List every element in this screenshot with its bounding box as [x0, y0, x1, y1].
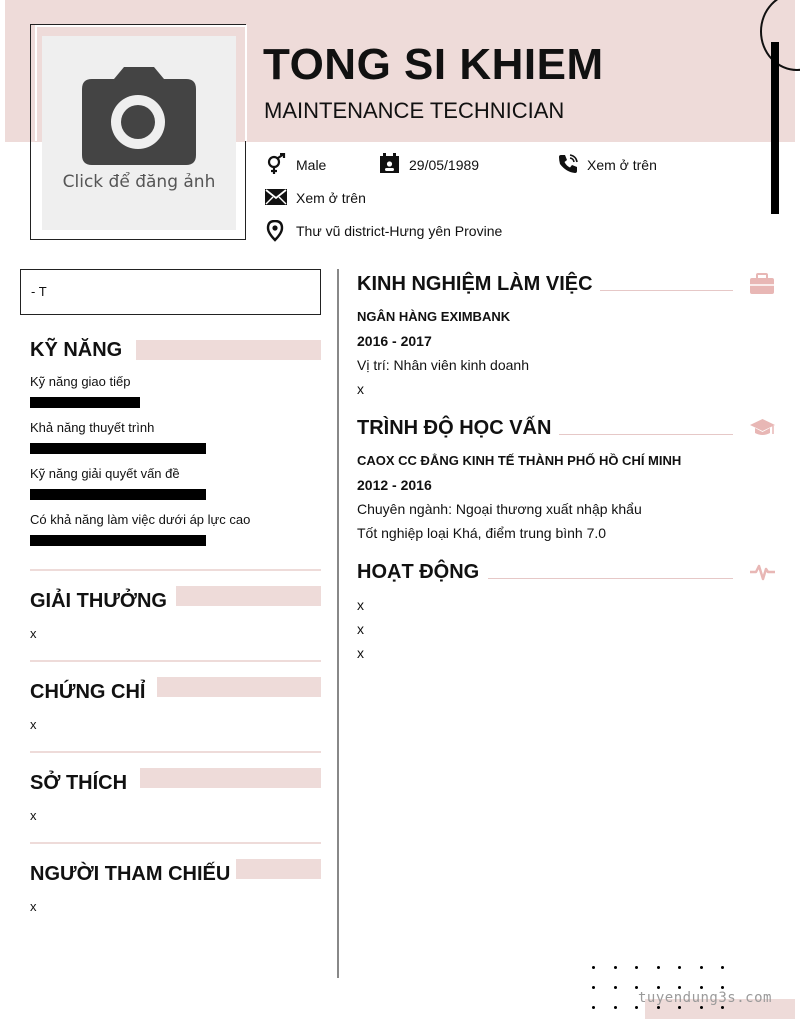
education-grade: Tốt nghiệp loại Khá, điểm trung bình 7.0	[357, 525, 607, 541]
experience-title: KINH NGHIỆM LÀM VIỆC	[357, 273, 593, 295]
decor-dot	[721, 1006, 724, 1009]
references-content: x	[30, 899, 37, 914]
skills-title-bar	[136, 340, 321, 360]
awards-title-bar	[176, 586, 321, 606]
awards-title: GIẢI THƯỞNG	[30, 590, 167, 612]
camera-icon[interactable]	[80, 65, 198, 167]
awards-content: x	[30, 626, 37, 641]
column-divider	[337, 269, 339, 978]
decor-dot	[657, 966, 660, 969]
skills-title: KỸ NĂNG	[30, 339, 123, 361]
activity-item: x	[357, 597, 364, 613]
job-title: MAINTENANCE TECHNICIAN	[264, 98, 565, 123]
education-title: TRÌNH ĐỘ HỌC VẤN	[357, 417, 552, 439]
skill-label: Kỹ năng giao tiếp	[30, 374, 131, 389]
decor-dot	[700, 986, 703, 989]
envelope-icon	[265, 189, 287, 205]
certificates-content: x	[30, 717, 37, 732]
decor-dot	[700, 1006, 703, 1009]
pulse-icon	[749, 562, 776, 582]
decor-dot	[614, 1006, 617, 1009]
decor-dot	[721, 986, 724, 989]
skill-level-bar	[30, 397, 140, 408]
section-divider	[30, 751, 321, 753]
skill-level-bar	[30, 443, 206, 454]
hobbies-title: SỞ THÍCH	[30, 772, 128, 794]
references-title-bar	[236, 859, 321, 879]
skill-label: Có khả năng làm việc dưới áp lực cao	[30, 512, 251, 527]
intro-box	[20, 269, 321, 315]
skill-level-bar	[30, 489, 206, 500]
experience-title-line	[600, 290, 733, 291]
decor-dot	[657, 1006, 660, 1009]
photo-upload-label[interactable]: Click để đăng ảnh	[62, 172, 216, 192]
experience-company: NGÂN HÀNG EXIMBANK	[357, 309, 511, 324]
section-divider	[30, 569, 321, 571]
map-pin-icon	[266, 220, 284, 242]
education-period: 2012 - 2016	[357, 477, 432, 493]
experience-period: 2016 - 2017	[357, 333, 432, 349]
decor-dot	[614, 966, 617, 969]
hobbies-title-bar	[140, 768, 321, 788]
candidate-name: TONG SI KHIEM	[263, 40, 604, 89]
references-title: NGƯỜI THAM CHIẾU	[30, 863, 231, 885]
gender-icon	[265, 153, 287, 175]
watermark: tuyendung3s.com	[638, 990, 772, 1006]
decor-dot	[635, 966, 638, 969]
email-value: Xem ở trên	[296, 190, 366, 206]
certificates-title-bar	[157, 677, 321, 697]
phone-icon	[557, 153, 579, 175]
education-school: CAOX CC ĐẲNG KINH TẾ THÀNH PHỐ HỒ CHÍ MINH	[357, 453, 682, 468]
phone-value: Xem ở trên	[587, 157, 657, 173]
section-divider	[30, 842, 321, 844]
skill-label: Kỹ năng giải quyết vấn đề	[30, 466, 180, 481]
address-value: Thư vũ district-Hưng yên Provine	[296, 223, 503, 239]
decor-dot	[635, 1006, 638, 1009]
calendar-icon	[379, 153, 400, 174]
decorative-bar	[771, 42, 779, 214]
activities-title-line	[488, 578, 733, 579]
birthday-value: 29/05/1989	[409, 157, 480, 173]
section-divider	[30, 660, 321, 662]
decor-dot	[614, 986, 617, 989]
experience-detail: x	[357, 381, 364, 397]
education-title-line	[559, 434, 733, 435]
activity-item: x	[357, 645, 364, 661]
decor-dot	[700, 966, 703, 969]
graduation-cap-icon	[749, 418, 776, 438]
decor-dot	[678, 986, 681, 989]
decor-dot	[678, 1006, 681, 1009]
certificates-title: CHỨNG CHỈ	[30, 681, 146, 703]
decor-dot	[678, 966, 681, 969]
decor-dot	[592, 986, 595, 989]
activities-title: HOẠT ĐỘNG	[357, 561, 480, 583]
briefcase-icon	[749, 273, 775, 295]
gender-value: Male	[296, 157, 327, 173]
skill-level-bar	[30, 535, 206, 546]
hobbies-content: x	[30, 808, 37, 823]
decor-dot	[657, 986, 660, 989]
decor-dot	[721, 966, 724, 969]
decor-dot	[592, 1006, 595, 1009]
intro-text: - T	[31, 284, 47, 299]
decor-dot	[592, 966, 595, 969]
decor-dot	[635, 986, 638, 989]
skill-label: Khả năng thuyết trình	[30, 420, 155, 435]
experience-position: Vị trí: Nhân viên kinh doanh	[357, 357, 529, 373]
activity-item: x	[357, 621, 364, 637]
education-major: Chuyên ngành: Ngoại thương xuất nhập khẩu	[357, 501, 642, 517]
